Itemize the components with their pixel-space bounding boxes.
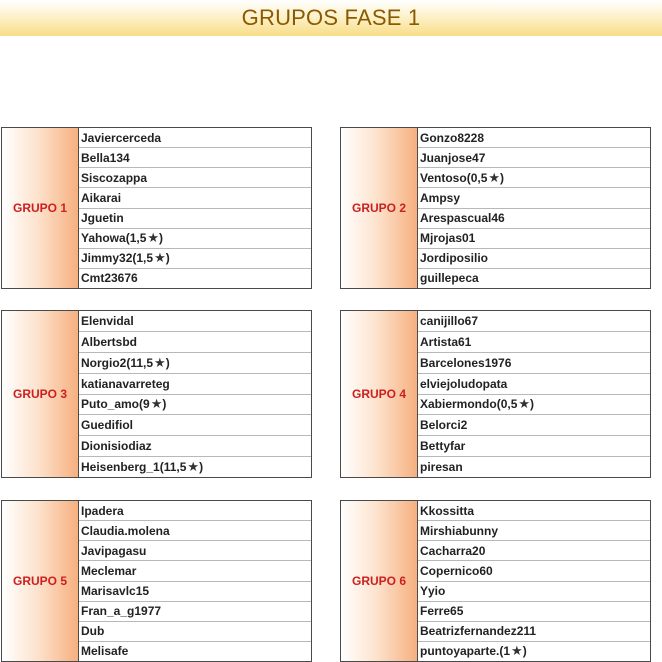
player-row (79, 561, 311, 581)
player-name: elviejoludopata (420, 376, 508, 391)
player-bonus: 0,5 (500, 397, 518, 412)
player-name: Mjrojas01 (420, 231, 476, 246)
player-row (79, 395, 311, 416)
player-name: Xabiermondo (420, 397, 497, 412)
player-name: Cacharra20 (420, 543, 486, 558)
player-row (79, 353, 311, 374)
player-name: Jimmy32 (81, 251, 133, 266)
player-name: Dionisiodiaz (81, 439, 152, 454)
player-name: katianavarreteg (81, 376, 170, 391)
bonus-open-paren: ( (139, 397, 144, 412)
player-name: Beatrizfernandez211 (420, 624, 537, 639)
player-name: Yyio (420, 584, 446, 599)
player-row (79, 436, 311, 457)
player-bonus: 1,5 (136, 251, 154, 266)
player-row (79, 457, 311, 477)
player-row (79, 541, 311, 561)
player-row (79, 374, 311, 395)
player-bonus: 0,5 (470, 170, 488, 185)
bonus-close-paren: ) (522, 644, 527, 659)
player-name: Belorci2 (420, 418, 468, 433)
group-label: GRUPO 4 (341, 311, 418, 477)
player-row (418, 332, 650, 353)
player-row (418, 561, 650, 581)
player-row (79, 209, 311, 229)
player-name: Jordiposilio (420, 251, 489, 266)
player-name: Javiercerceda (81, 130, 162, 145)
bonus-close-paren: ) (530, 397, 535, 412)
bonus-close-paren: ) (162, 397, 167, 412)
player-row (79, 168, 311, 188)
player-name: Gonzo8228 (420, 130, 485, 145)
player-row (418, 249, 650, 269)
group-table (1, 127, 312, 289)
player-name: Marisavlc15 (81, 584, 150, 599)
player-name: piresan (420, 460, 463, 475)
bonus-close-paren: ) (159, 231, 164, 246)
player-name: Fran_a_g1977 (81, 604, 162, 619)
player-name: Ventoso (420, 170, 467, 185)
player-row (418, 457, 650, 477)
player-row (418, 521, 650, 541)
bonus-open-paren: ( (466, 170, 471, 185)
group-label: GRUPO 5 (2, 501, 79, 661)
player-row (418, 622, 650, 642)
player-name: Cmt23676 (81, 271, 138, 286)
player-list (79, 501, 311, 661)
player-row (418, 148, 650, 168)
page-title: GRUPOS FASE 1 (241, 5, 421, 30)
bonus-close-paren: ) (199, 460, 204, 475)
player-row (418, 436, 650, 457)
player-row (418, 501, 650, 521)
player-name: Claudia.molena (81, 523, 170, 538)
group-label: GRUPO 6 (341, 501, 418, 661)
player-name: Jguetin (81, 211, 124, 226)
player-name: Elenvidal (81, 313, 134, 328)
player-row (79, 311, 311, 332)
player-row (418, 229, 650, 249)
player-name: Ipadera (81, 503, 124, 518)
player-name: Arespascual46 (420, 211, 505, 226)
player-name: Guedifiol (81, 418, 133, 433)
player-row (418, 311, 650, 332)
player-name: Yahowa (81, 231, 126, 246)
bonus-close-paren: ) (165, 355, 170, 370)
player-name: Copernico60 (420, 563, 493, 578)
player-row (79, 188, 311, 208)
bonus-open-paren: ( (132, 251, 137, 266)
star-icon: ★ (187, 459, 200, 475)
player-row (418, 188, 650, 208)
player-row (79, 249, 311, 269)
player-name: Aikarai (81, 190, 122, 205)
player-row (79, 415, 311, 436)
player-bonus: 11,5 (130, 355, 154, 370)
player-name: Bella134 (81, 150, 130, 165)
group-table (1, 310, 312, 478)
player-row (418, 128, 650, 148)
player-name: Bettyfar (420, 439, 466, 454)
star-icon: ★ (488, 169, 501, 185)
player-name: Ferre65 (420, 604, 464, 619)
bonus-close-paren: ) (500, 170, 505, 185)
player-row (79, 229, 311, 249)
player-row (418, 269, 650, 288)
player-bonus: 11,5 (163, 460, 187, 475)
player-row (79, 269, 311, 288)
player-row (79, 622, 311, 642)
player-row (418, 642, 650, 661)
player-row (79, 332, 311, 353)
player-name: Javipagasu (81, 543, 147, 558)
player-name: Meclemar (81, 563, 137, 578)
group-label: GRUPO 1 (2, 128, 79, 288)
player-name: Artista61 (420, 334, 472, 349)
group-table (340, 127, 651, 289)
player-name: Juanjose47 (420, 150, 486, 165)
player-name: Puto_amo (81, 397, 140, 412)
player-row (79, 501, 311, 521)
player-name: Kkossitta (420, 503, 475, 518)
player-row (79, 642, 311, 661)
player-list (418, 501, 650, 661)
group-label: GRUPO 3 (2, 311, 79, 477)
star-icon: ★ (154, 250, 166, 266)
player-name: Norgio2 (81, 355, 127, 370)
player-row (418, 602, 650, 622)
player-name: Ampsy (420, 190, 461, 205)
bonus-open-paren: ( (125, 231, 130, 246)
star-icon: ★ (150, 396, 163, 412)
player-name: Dub (81, 624, 105, 639)
player-list (418, 311, 650, 477)
player-row (418, 395, 650, 416)
bonus-open-paren: ( (126, 355, 131, 370)
player-name: Barcelones1976 (420, 355, 512, 370)
player-row (79, 148, 311, 168)
player-name: Siscozappa (81, 170, 148, 185)
player-row (79, 521, 311, 541)
player-row (418, 353, 650, 374)
bonus-open-paren: ( (159, 460, 164, 475)
player-row (79, 582, 311, 602)
player-list (79, 128, 311, 288)
player-list (79, 311, 311, 477)
player-name: Melisafe (81, 644, 129, 659)
player-row (79, 602, 311, 622)
player-name: Albertsbd (81, 334, 138, 349)
player-row (418, 582, 650, 602)
bonus-close-paren: ) (165, 251, 170, 266)
group-table (340, 500, 651, 662)
player-row (418, 415, 650, 436)
player-list (418, 128, 650, 288)
player-name: Mirshiabunny (420, 523, 499, 538)
player-row (418, 541, 650, 561)
player-row (418, 209, 650, 229)
player-bonus: 1,5 (129, 231, 147, 246)
group-label: GRUPO 2 (341, 128, 418, 288)
player-bonus: 9 (143, 397, 150, 412)
player-name: guillepeca (420, 271, 479, 286)
player-name: puntoyaparte. (420, 644, 500, 659)
player-row (418, 168, 650, 188)
star-icon: ★ (154, 354, 166, 370)
player-name: Heisenberg_1 (81, 460, 160, 475)
star-icon: ★ (518, 396, 531, 412)
player-row (418, 374, 650, 395)
bonus-open-paren: ( (499, 644, 504, 659)
group-table (1, 500, 312, 662)
star-icon: ★ (511, 643, 523, 659)
title-bar (0, 0, 662, 36)
player-name: canijillo67 (420, 313, 479, 328)
player-bonus: 1 (503, 644, 511, 659)
star-icon: ★ (147, 230, 160, 246)
player-row (79, 128, 311, 148)
bonus-open-paren: ( (496, 397, 501, 412)
group-table (340, 310, 651, 478)
